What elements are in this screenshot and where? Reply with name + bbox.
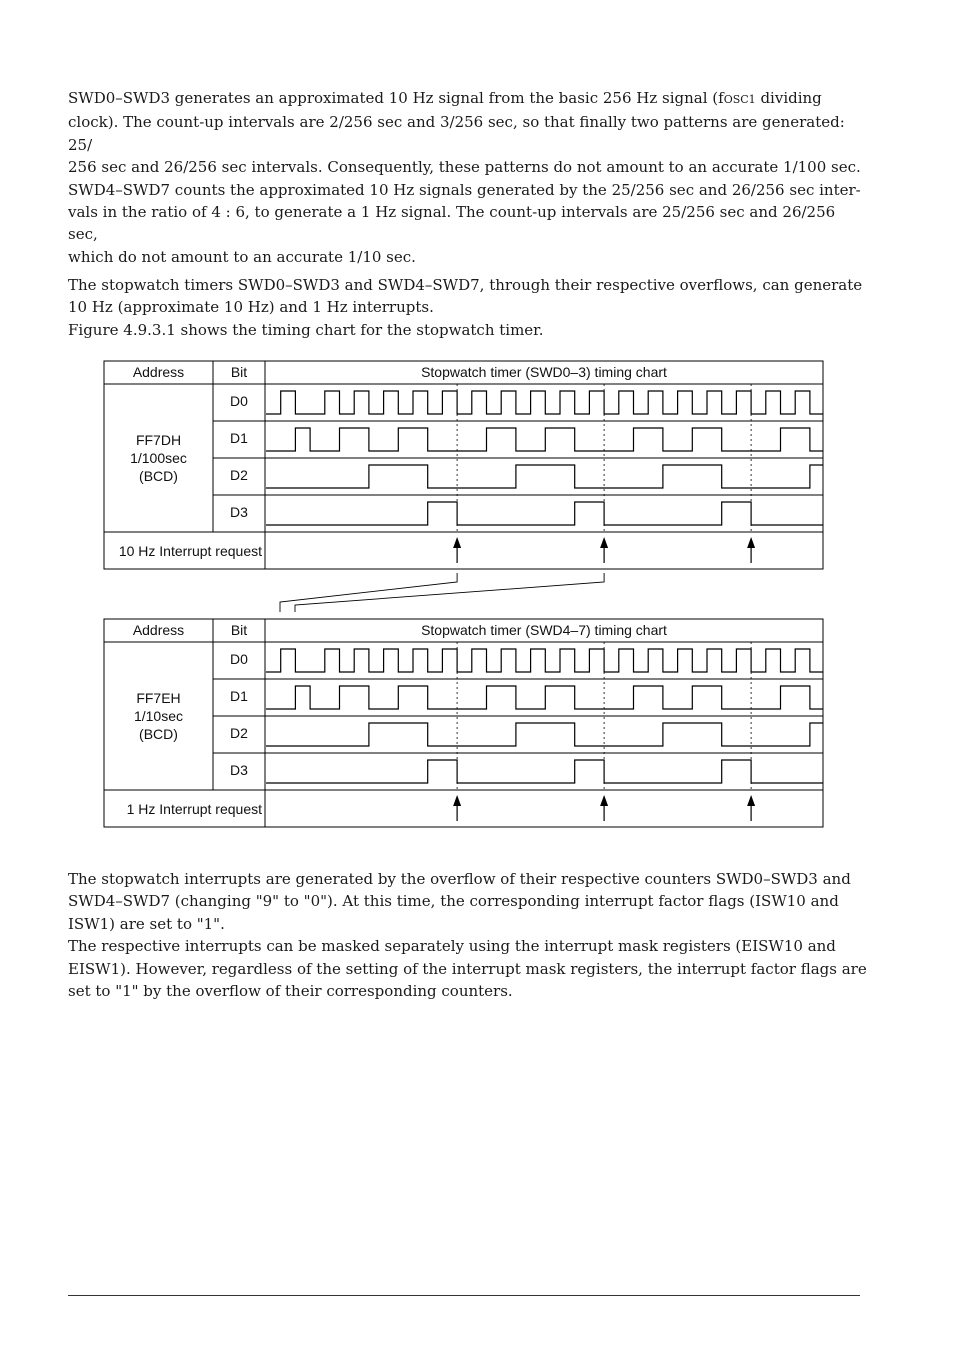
- chart-2-bit-label: D3: [230, 762, 248, 778]
- chart-2-waveform-D2: [266, 723, 823, 746]
- chart-2-address-line: 1/10sec: [133, 708, 184, 724]
- outro-paragraph: [68, 868, 868, 1002]
- chart-2-title: Stopwatch timer (SWD4–7) timing chart: [421, 622, 667, 638]
- chart-1-bit-header: Bit: [230, 364, 248, 380]
- intro-line-3: 256 sec and 26/256 sec intervals. Consequently, these patterns do not amount to an accurate 1/100 sec.: [68, 158, 861, 177]
- interrupt-intro-line-1: The stopwatch timers SWD0–SWD3 and SWD4–SWD7, through their respective overflows, can generate: [68, 276, 863, 294]
- chart-1-waveform-D3: [266, 502, 823, 525]
- chart-1-bit-label: D1: [230, 430, 248, 446]
- chart-1-interrupt-label: 10 Hz Interrupt request: [118, 543, 262, 559]
- chart-1-interrupt-arrowhead: [600, 537, 608, 548]
- outro-line-6: set to "1" by the overflow of their corresponding counters.: [68, 982, 513, 1001]
- intro-line-5: vals in the ratio of 4 : 6, to generate a 1 Hz signal. The count-up intervals are 25/256 sec and 26/256 sec,: [68, 203, 836, 244]
- chart-2-waveform-D1: [266, 686, 823, 709]
- chart-2-bit-label: D2: [230, 725, 248, 741]
- chart-2-bit-label: D0: [230, 651, 248, 667]
- chart-2-address-line: (BCD): [139, 726, 178, 742]
- chart-2-address-header: Address: [132, 622, 185, 638]
- interrupt-intro-line-2: 10 Hz (approximate 10 Hz) and 1 Hz interrupts.: [68, 298, 434, 317]
- outro-line-5: EISW1). However, regardless of the setting of the interrupt mask registers, the interrupt factor flags are: [68, 959, 867, 978]
- outro-line-2: SWD4–SWD7 (changing "9" to "0"). At this time, the corresponding interrupt factor flags (ISW10 and: [68, 892, 839, 911]
- chart-2-address-line: FF7EH: [136, 690, 181, 706]
- chart-1-interrupt-arrowhead: [453, 537, 461, 548]
- outro-line-4: The respective interrupts can be masked separately using the interrupt mask registers (EISW10 and: [68, 937, 836, 956]
- chart-1-bit-label: D2: [230, 467, 248, 483]
- chart-1-address-line: (BCD): [139, 468, 178, 484]
- chart-2-bit-label: D1: [230, 688, 248, 704]
- chart-2-interrupt-arrowhead: [453, 795, 461, 806]
- chart-connector-left: [280, 573, 457, 612]
- chart-2-interrupt-arrowhead: [600, 795, 608, 806]
- footer-rule: [68, 1295, 860, 1296]
- chart-2-bit-header: Bit: [230, 622, 248, 638]
- chart-1-interrupt-arrowhead: [747, 537, 755, 548]
- intro-line-1: SWD0–SWD3 generates an approximated 10 Hz signal from the basic 256 Hz signal (fOSC1 dividing: [68, 89, 822, 107]
- intro-line-4: SWD4–SWD7 counts the approximated 10 Hz signals generated by the 25/256 sec and 26/256 sec inter-: [68, 180, 861, 199]
- chart-1-bit-label: D0: [230, 393, 248, 409]
- intro-line-2: clock). The count-up intervals are 2/256 sec and 3/256 sec, so that finally two patterns are generated: 25/: [68, 113, 845, 154]
- chart-1-waveform-D0: [266, 391, 823, 414]
- chart-1-address-line: 1/100sec: [130, 450, 187, 466]
- chart-1-title: Stopwatch timer (SWD0–3) timing chart: [421, 364, 667, 380]
- chart-1-address-line: FF7DH: [135, 432, 182, 448]
- outro-line-3: ISW1) are set to "1".: [68, 914, 225, 933]
- chart-2-waveform-D0: [266, 649, 823, 672]
- outro-line-1: The stopwatch interrupts are generated by the overflow of their respective counters SWD0–SWD3 and: [68, 870, 851, 888]
- chart-2-interrupt-label: 1 Hz Interrupt request: [126, 801, 262, 817]
- chart-1-bit-label: D3: [230, 504, 248, 520]
- chart-1-waveform-D2: [266, 465, 823, 488]
- intro-line-6: which do not amount to an accurate 1/10 sec.: [68, 247, 416, 266]
- interrupt-intro-line-3: Figure 4.9.3.1 shows the timing chart for the stopwatch timer.: [68, 320, 544, 339]
- chart-1-waveform-D1: [266, 428, 823, 451]
- chart-1-address-header: Address: [132, 364, 185, 380]
- chart-2-interrupt-arrowhead: [747, 795, 755, 806]
- chart-2-waveform-D3: [266, 760, 823, 783]
- chart-connector-right: [295, 573, 604, 612]
